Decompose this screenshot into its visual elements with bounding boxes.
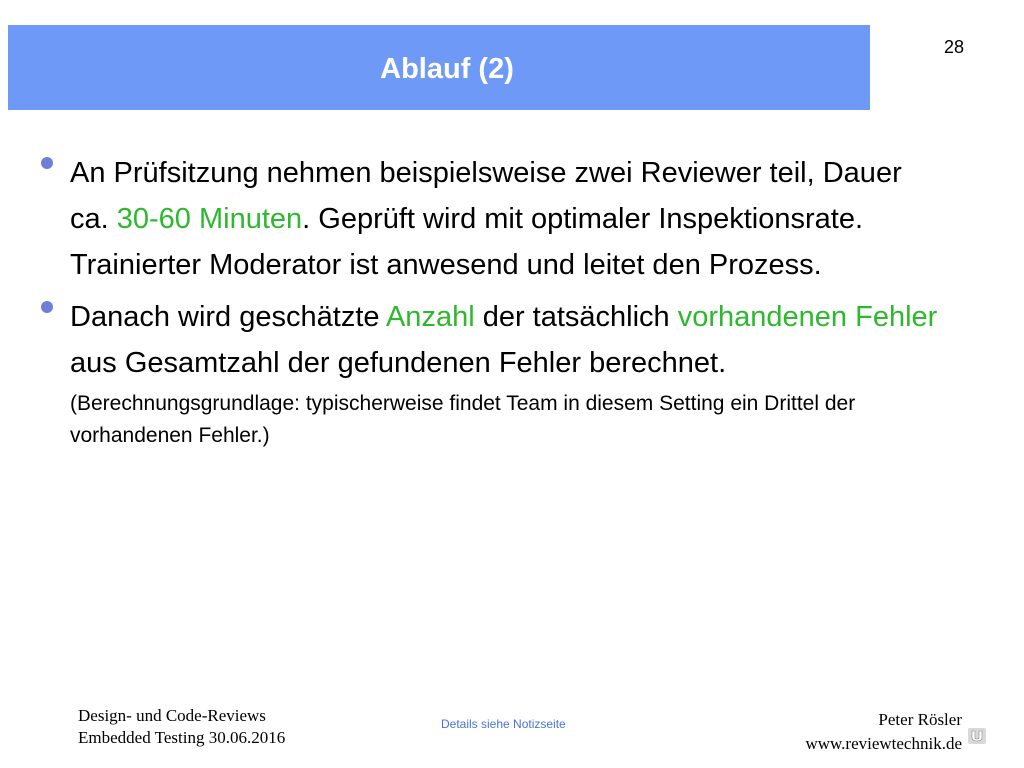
- footer-author: Peter Rösler: [878, 710, 962, 729]
- footer-website: www.reviewtechnik.de: [805, 734, 962, 753]
- highlight-fehler: vorhandenen Fehler: [677, 301, 938, 333]
- footer-left: [78, 705, 285, 749]
- highlight-duration: 30-60 Minuten: [116, 203, 303, 235]
- bullet-list: [40, 150, 940, 452]
- footer-course: Design- und Code-Reviews: [78, 706, 266, 725]
- bullet-item-fehler: [40, 294, 940, 452]
- footer-event: Embedded Testing 30.06.2016: [78, 728, 286, 747]
- title-bar: [8, 25, 870, 110]
- bullet-text: An Prüfsitzung nehmen beispielsweise zwei Reviewer teil, Dauer ca. 30-60 Minuten. Geprüft wird mit optimaler Inspektionsrate. Trainierter Moderator ist anwesend und leitet den Prozess.: [70, 157, 902, 281]
- footer-right: [740, 708, 962, 756]
- highlight-anzahl: Anzahl: [385, 301, 475, 333]
- page-number: 28: [943, 37, 965, 57]
- bullet-text: Danach wird geschätzte Anzahl der tatsächlich vorhandenen Fehler aus Gesamtzahl der gefundenen Fehler berechnet.: [70, 301, 938, 379]
- bullet-note: (Berechnungsgrundlage: typischerweise findet Team in diesem Setting ein Drittel der vorhandenen Fehler.): [70, 392, 856, 447]
- slide-title: Ablauf (2): [380, 53, 514, 85]
- bullet-dot-icon: [41, 157, 53, 169]
- footer-notes-hint: Details siehe Notizseite: [441, 717, 566, 731]
- bullet-item-sitzung: [40, 150, 940, 288]
- bullet-dot-icon: [41, 301, 53, 313]
- reviewtechnik-logo-icon: [968, 728, 986, 744]
